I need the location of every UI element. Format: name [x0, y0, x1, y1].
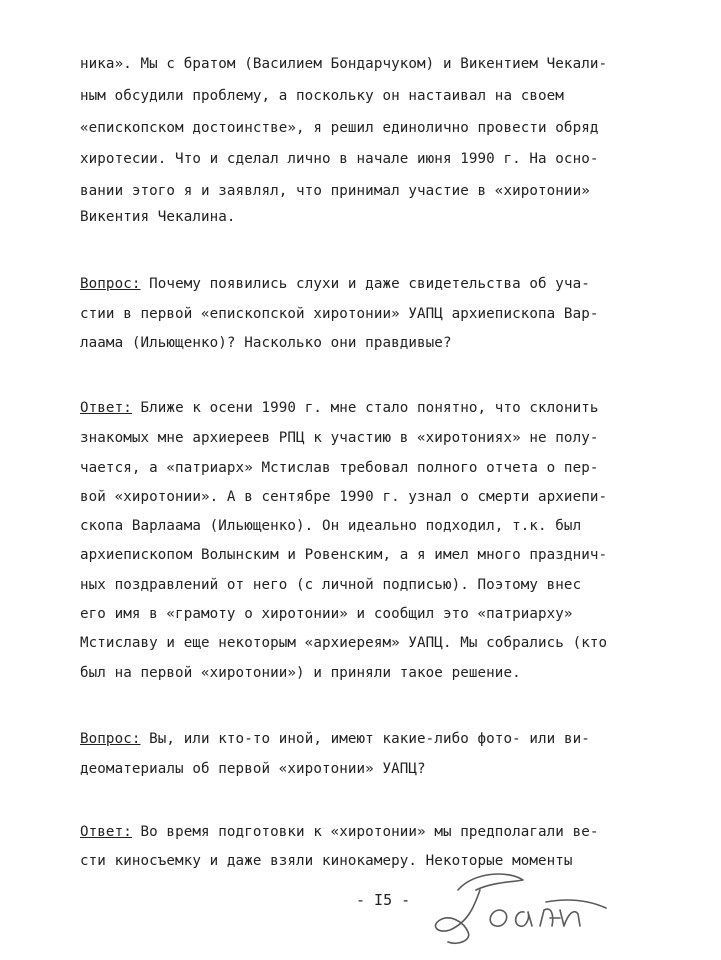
line-text: был на первой «хиротонии») и приняли такое решение. — [80, 665, 521, 681]
text-line — [80, 730, 590, 748]
line-text: стии в первой «епископской хиротонии» УАПЦ архиепископа Вар- — [80, 306, 599, 322]
question-answer-label: Вопрос: — [80, 276, 141, 292]
question-answer-label: Ответ: — [80, 824, 132, 840]
line-text: его имя в «грамоту о хиротонии» и сообщил это «патриарху» — [80, 606, 573, 622]
line-text: Викентия Чекалина. — [80, 209, 236, 225]
text-line — [80, 634, 607, 652]
line-text: Мстиславу и еще некоторым «архиереям» УАПЦ. Мы собрались (кто — [80, 635, 608, 651]
text-line — [80, 459, 599, 477]
line-text: сти киносъемку и даже взяли кинокамеру. Некоторые моменты — [80, 853, 573, 869]
line-text: ных поздравлений от него (с личной подписью). Поэтому внес — [80, 577, 582, 593]
question-answer-label: Ответ: — [80, 400, 132, 416]
line-text: ным обсудили проблему, а поскольку он настаивал на своем — [80, 88, 564, 104]
text-line — [80, 546, 607, 564]
line-text: знакомых мне архиереев РПЦ к участию в «хиротониях» не полу- — [80, 430, 599, 446]
line-text: лаама (Ильющенко)? Насколько они правдивые? — [80, 335, 452, 351]
text-line — [80, 576, 581, 594]
line-text: ника». Мы с братом (Василием Бондарчуком) и Викентием Чекали- — [80, 56, 608, 72]
text-line — [80, 150, 599, 168]
handwritten-signature — [428, 862, 613, 950]
line-text: «епископском достоинстве», я решил единолично провести обряд — [80, 120, 599, 136]
text-line — [80, 488, 607, 506]
text-line — [80, 305, 599, 323]
line-text: Вы, или кто-то иной, имеют какие-либо фото- или ви- — [140, 731, 590, 747]
text-line — [80, 182, 590, 200]
text-line — [80, 87, 564, 105]
line-text: хиротесии. Что и сделал лично в начале июня 1990 г. На осно- — [80, 151, 599, 167]
line-text: чается, а «патриарх» Мстислав требовал полного отчета о пер- — [80, 460, 599, 476]
line-text: архиепископом Волынским и Ровенским, а я имел много празднич- — [80, 547, 608, 563]
text-line — [80, 517, 581, 535]
question-answer-label: Вопрос: — [80, 731, 141, 747]
text-line — [80, 605, 573, 623]
line-text: вой «хиротонии». А в сентябре 1990 г. узнал о смерти архиепи- — [80, 489, 608, 505]
text-line — [80, 664, 521, 682]
text-line — [80, 55, 607, 73]
text-line — [80, 208, 236, 226]
text-line — [80, 399, 599, 417]
page-number: - I5 - — [356, 891, 411, 909]
text-line — [80, 275, 590, 293]
line-text: вании этого я и заявлял, что принимал участие в «хиротонии» — [80, 183, 590, 199]
text-line — [80, 119, 599, 137]
line-text: Ближе к осени 1990 г. мне стало понятно, что склонить — [131, 400, 599, 416]
text-line — [80, 429, 599, 447]
line-text: Во время подготовки к «хиротонии» мы предполагали ве- — [131, 824, 599, 840]
text-line — [80, 760, 426, 778]
text-line — [80, 334, 452, 352]
text-line — [80, 823, 599, 841]
line-text: деоматериалы об первой «хиротонии» УАПЦ? — [80, 761, 426, 777]
line-text: скопа Варлаама (Ильющенко). Он идеально подходил, т.к. был — [80, 518, 582, 534]
line-text: Почему появились слухи и даже свидетельства об уча- — [140, 276, 590, 292]
